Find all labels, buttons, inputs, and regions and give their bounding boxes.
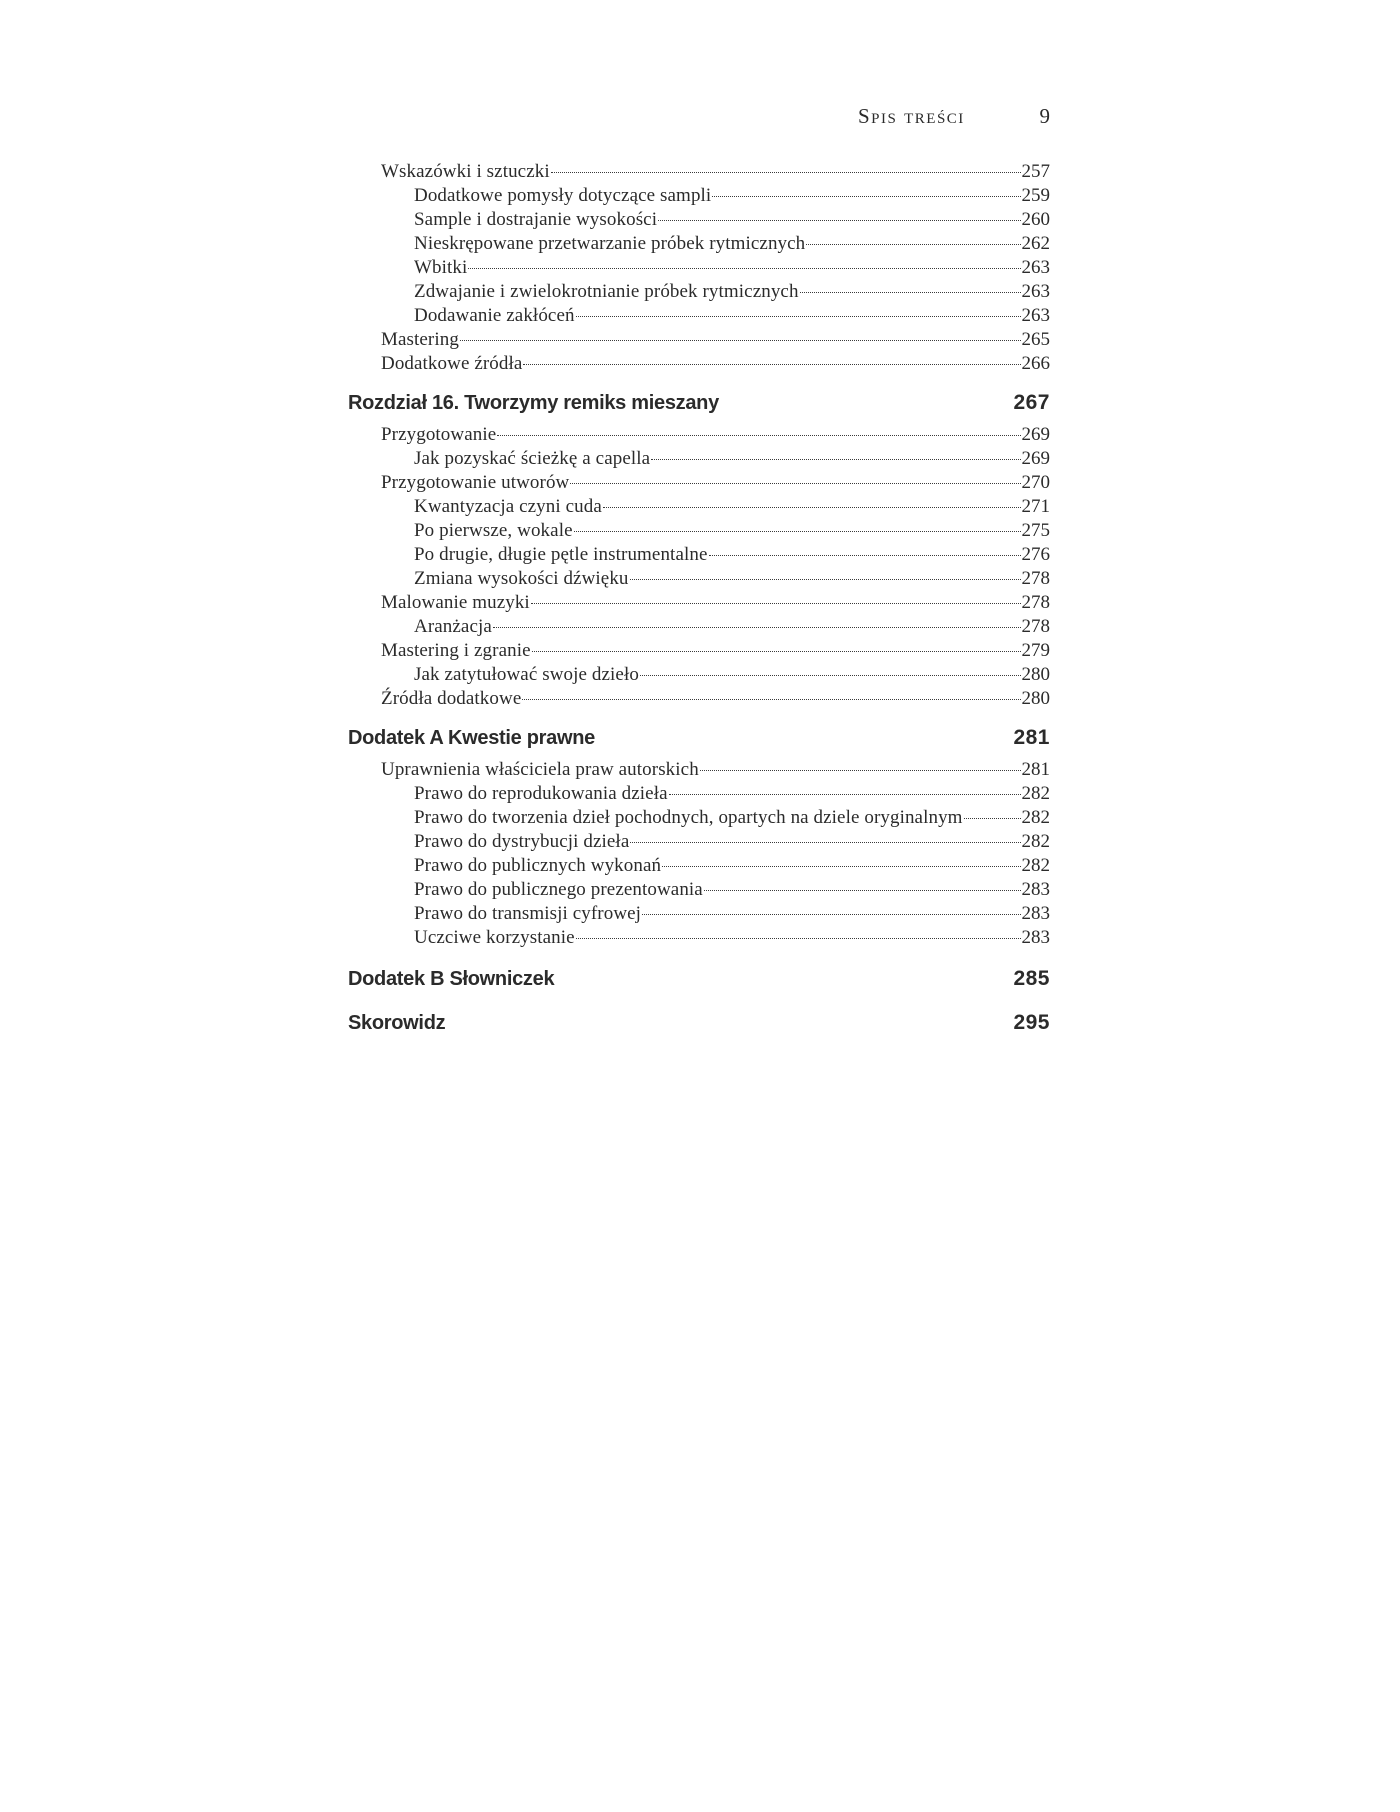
dot-leader xyxy=(460,340,1021,341)
toc-entry[interactable] xyxy=(348,352,1050,376)
dot-leader xyxy=(576,316,1021,317)
toc-entry[interactable] xyxy=(348,184,1050,208)
toc-entry-label: Dodatkowe pomysły dotyczące sampli xyxy=(414,185,712,206)
toc-entry-page: 260 xyxy=(1021,209,1050,230)
toc-entry[interactable] xyxy=(348,495,1050,519)
table-of-contents xyxy=(348,160,1050,1038)
toc-entry-label: Przygotowanie xyxy=(381,424,497,445)
toc-entry[interactable] xyxy=(348,806,1050,830)
toc-entry-page: 263 xyxy=(1021,305,1050,326)
toc-entry-label: Mastering i zgranie xyxy=(381,640,531,661)
toc-entry-label: Przygotowanie utworów xyxy=(381,472,570,493)
toc-entry-page: 257 xyxy=(1021,161,1050,182)
toc-entry-label: Zdwajanie i zwielokrotnianie próbek rytmicznych xyxy=(414,281,799,302)
toc-entry[interactable] xyxy=(348,208,1050,232)
dot-leader xyxy=(658,220,1020,221)
chapter-heading[interactable] xyxy=(348,964,1050,994)
toc-entry-label: Sample i dostrajanie wysokości xyxy=(414,209,658,230)
toc-entry[interactable] xyxy=(348,830,1050,854)
chapter-heading[interactable] xyxy=(348,723,1050,753)
toc-entry[interactable] xyxy=(348,591,1050,615)
dot-leader xyxy=(531,603,1021,604)
toc-entry-page: 266 xyxy=(1021,353,1050,374)
toc-entry-page: 282 xyxy=(1021,855,1050,876)
toc-entry-page: 283 xyxy=(1021,903,1050,924)
chapter-page: 295 xyxy=(1013,1011,1050,1034)
dot-leader xyxy=(576,938,1021,939)
toc-entry[interactable] xyxy=(348,567,1050,591)
chapter-heading[interactable] xyxy=(348,388,1050,418)
toc-entry-label: Prawo do publicznego prezentowania xyxy=(414,879,703,900)
toc-entry[interactable] xyxy=(348,471,1050,495)
toc-entry-page: 283 xyxy=(1021,927,1050,948)
toc-entry-page: 263 xyxy=(1021,281,1050,302)
dot-leader xyxy=(570,483,1020,484)
chapter-heading[interactable] xyxy=(348,1008,1050,1038)
toc-entry[interactable] xyxy=(348,926,1050,950)
running-head-title: Spis treści xyxy=(858,104,965,128)
dot-leader xyxy=(523,364,1020,365)
toc-entry[interactable] xyxy=(348,639,1050,663)
toc-entry[interactable] xyxy=(348,423,1050,447)
toc-entry-page: 271 xyxy=(1021,496,1050,517)
toc-entry[interactable] xyxy=(348,878,1050,902)
toc-entry-label: Jak zatytułować swoje dzieło xyxy=(414,664,639,685)
chapter-title: Rozdział 16. Tworzymy remiks mieszany xyxy=(348,392,719,414)
toc-entry-label: Malowanie muzyki xyxy=(381,592,530,613)
toc-entry[interactable] xyxy=(348,854,1050,878)
dot-leader xyxy=(640,675,1021,676)
toc-entry[interactable] xyxy=(348,304,1050,328)
dot-leader xyxy=(709,555,1021,556)
toc-entry-page: 265 xyxy=(1021,329,1050,350)
toc-entry-page: 275 xyxy=(1021,520,1050,541)
toc-entry-label: Kwantyzacja czyni cuda xyxy=(414,496,602,517)
toc-entry-page: 280 xyxy=(1021,664,1050,685)
toc-entry-label: Uczciwe korzystanie xyxy=(414,927,575,948)
toc-entry-page: 278 xyxy=(1021,616,1050,637)
toc-entry[interactable] xyxy=(348,902,1050,926)
toc-entry[interactable] xyxy=(348,519,1050,543)
dot-leader xyxy=(532,651,1021,652)
toc-entry-page: 280 xyxy=(1021,688,1050,709)
toc-entry[interactable] xyxy=(348,256,1050,280)
toc-entry-label: Dodawanie zakłóceń xyxy=(414,305,575,326)
toc-entry-page: 282 xyxy=(1021,807,1050,828)
toc-entry[interactable] xyxy=(348,663,1050,687)
toc-entry-page: 269 xyxy=(1021,448,1050,469)
dot-leader xyxy=(642,914,1020,915)
toc-entry-label: Mastering xyxy=(381,329,459,350)
dot-leader xyxy=(551,172,1021,173)
dot-leader xyxy=(669,794,1021,795)
toc-entry-page: 279 xyxy=(1021,640,1050,661)
dot-leader xyxy=(964,818,1021,819)
dot-leader xyxy=(497,435,1020,436)
chapter-title: Dodatek B Słowniczek xyxy=(348,968,555,990)
toc-entry-label: Prawo do reprodukowania dzieła xyxy=(414,783,668,804)
dot-leader xyxy=(574,531,1021,532)
chapter-page: 281 xyxy=(1013,726,1050,749)
dot-leader xyxy=(493,627,1021,628)
toc-entry-page: 259 xyxy=(1021,185,1050,206)
toc-entry-label: Prawo do dystrybucji dzieła xyxy=(414,831,630,852)
chapter-title: Skorowidz xyxy=(348,1012,446,1034)
toc-entry-label: Wbitki xyxy=(414,257,468,278)
toc-entry[interactable] xyxy=(348,687,1050,711)
toc-entry-label: Dodatkowe źródła xyxy=(381,353,523,374)
toc-entry-label: Jak pozyskać ścieżkę a capella xyxy=(414,448,651,469)
toc-entry-page: 281 xyxy=(1021,759,1050,780)
toc-entry-page: 283 xyxy=(1021,879,1050,900)
toc-entry-label: Zmiana wysokości dźwięku xyxy=(414,568,629,589)
toc-entry-label: Uprawnienia właściciela praw autorskich xyxy=(381,759,699,780)
toc-entry-label: Prawo do publicznych wykonań xyxy=(414,855,662,876)
running-head xyxy=(760,104,1050,132)
toc-entry-page: 269 xyxy=(1021,424,1050,445)
toc-entry-page: 282 xyxy=(1021,831,1050,852)
toc-entry-label: Prawo do transmisji cyfrowej xyxy=(414,903,642,924)
toc-entry[interactable] xyxy=(348,758,1050,782)
toc-entry[interactable] xyxy=(348,160,1050,184)
dot-leader xyxy=(712,196,1020,197)
toc-entry[interactable] xyxy=(348,543,1050,567)
dot-leader xyxy=(700,770,1021,771)
toc-entry-page: 278 xyxy=(1021,592,1050,613)
dot-leader xyxy=(468,268,1020,269)
toc-entry-page: 282 xyxy=(1021,783,1050,804)
dot-leader xyxy=(651,459,1020,460)
toc-entry[interactable] xyxy=(348,280,1050,304)
toc-entry[interactable] xyxy=(348,782,1050,806)
toc-entry-label: Aranżacja xyxy=(414,616,492,637)
toc-entry[interactable] xyxy=(348,447,1050,471)
toc-entry[interactable] xyxy=(348,328,1050,352)
dot-leader xyxy=(630,579,1021,580)
toc-entry-label: Prawo do tworzenia dzieł pochodnych, opartych na dziele oryginalnym xyxy=(414,807,963,828)
dot-leader xyxy=(800,292,1021,293)
chapter-page: 285 xyxy=(1013,967,1050,990)
dot-leader xyxy=(630,842,1020,843)
chapter-title: Dodatek A Kwestie prawne xyxy=(348,727,595,749)
dot-leader xyxy=(522,699,1020,700)
page-number: 9 xyxy=(1039,104,1050,128)
dot-leader xyxy=(603,507,1021,508)
dot-leader xyxy=(662,866,1020,867)
chapter-page: 267 xyxy=(1013,391,1050,414)
toc-entry-label: Nieskrępowane przetwarzanie próbek rytmicznych xyxy=(414,233,806,254)
toc-entry-page: 263 xyxy=(1021,257,1050,278)
toc-entry-page: 276 xyxy=(1021,544,1050,565)
toc-entry[interactable] xyxy=(348,232,1050,256)
toc-entry-label: Źródła dodatkowe xyxy=(381,688,522,709)
toc-entry-label: Wskazówki i sztuczki xyxy=(381,161,550,182)
toc-entry-label: Po drugie, długie pętle instrumentalne xyxy=(414,544,708,565)
toc-entry-page: 278 xyxy=(1021,568,1050,589)
toc-entry-label: Po pierwsze, wokale xyxy=(414,520,573,541)
toc-entry[interactable] xyxy=(348,615,1050,639)
dot-leader xyxy=(806,244,1020,245)
toc-entry-page: 262 xyxy=(1021,233,1050,254)
dot-leader xyxy=(704,890,1021,891)
toc-entry-page: 270 xyxy=(1021,472,1050,493)
